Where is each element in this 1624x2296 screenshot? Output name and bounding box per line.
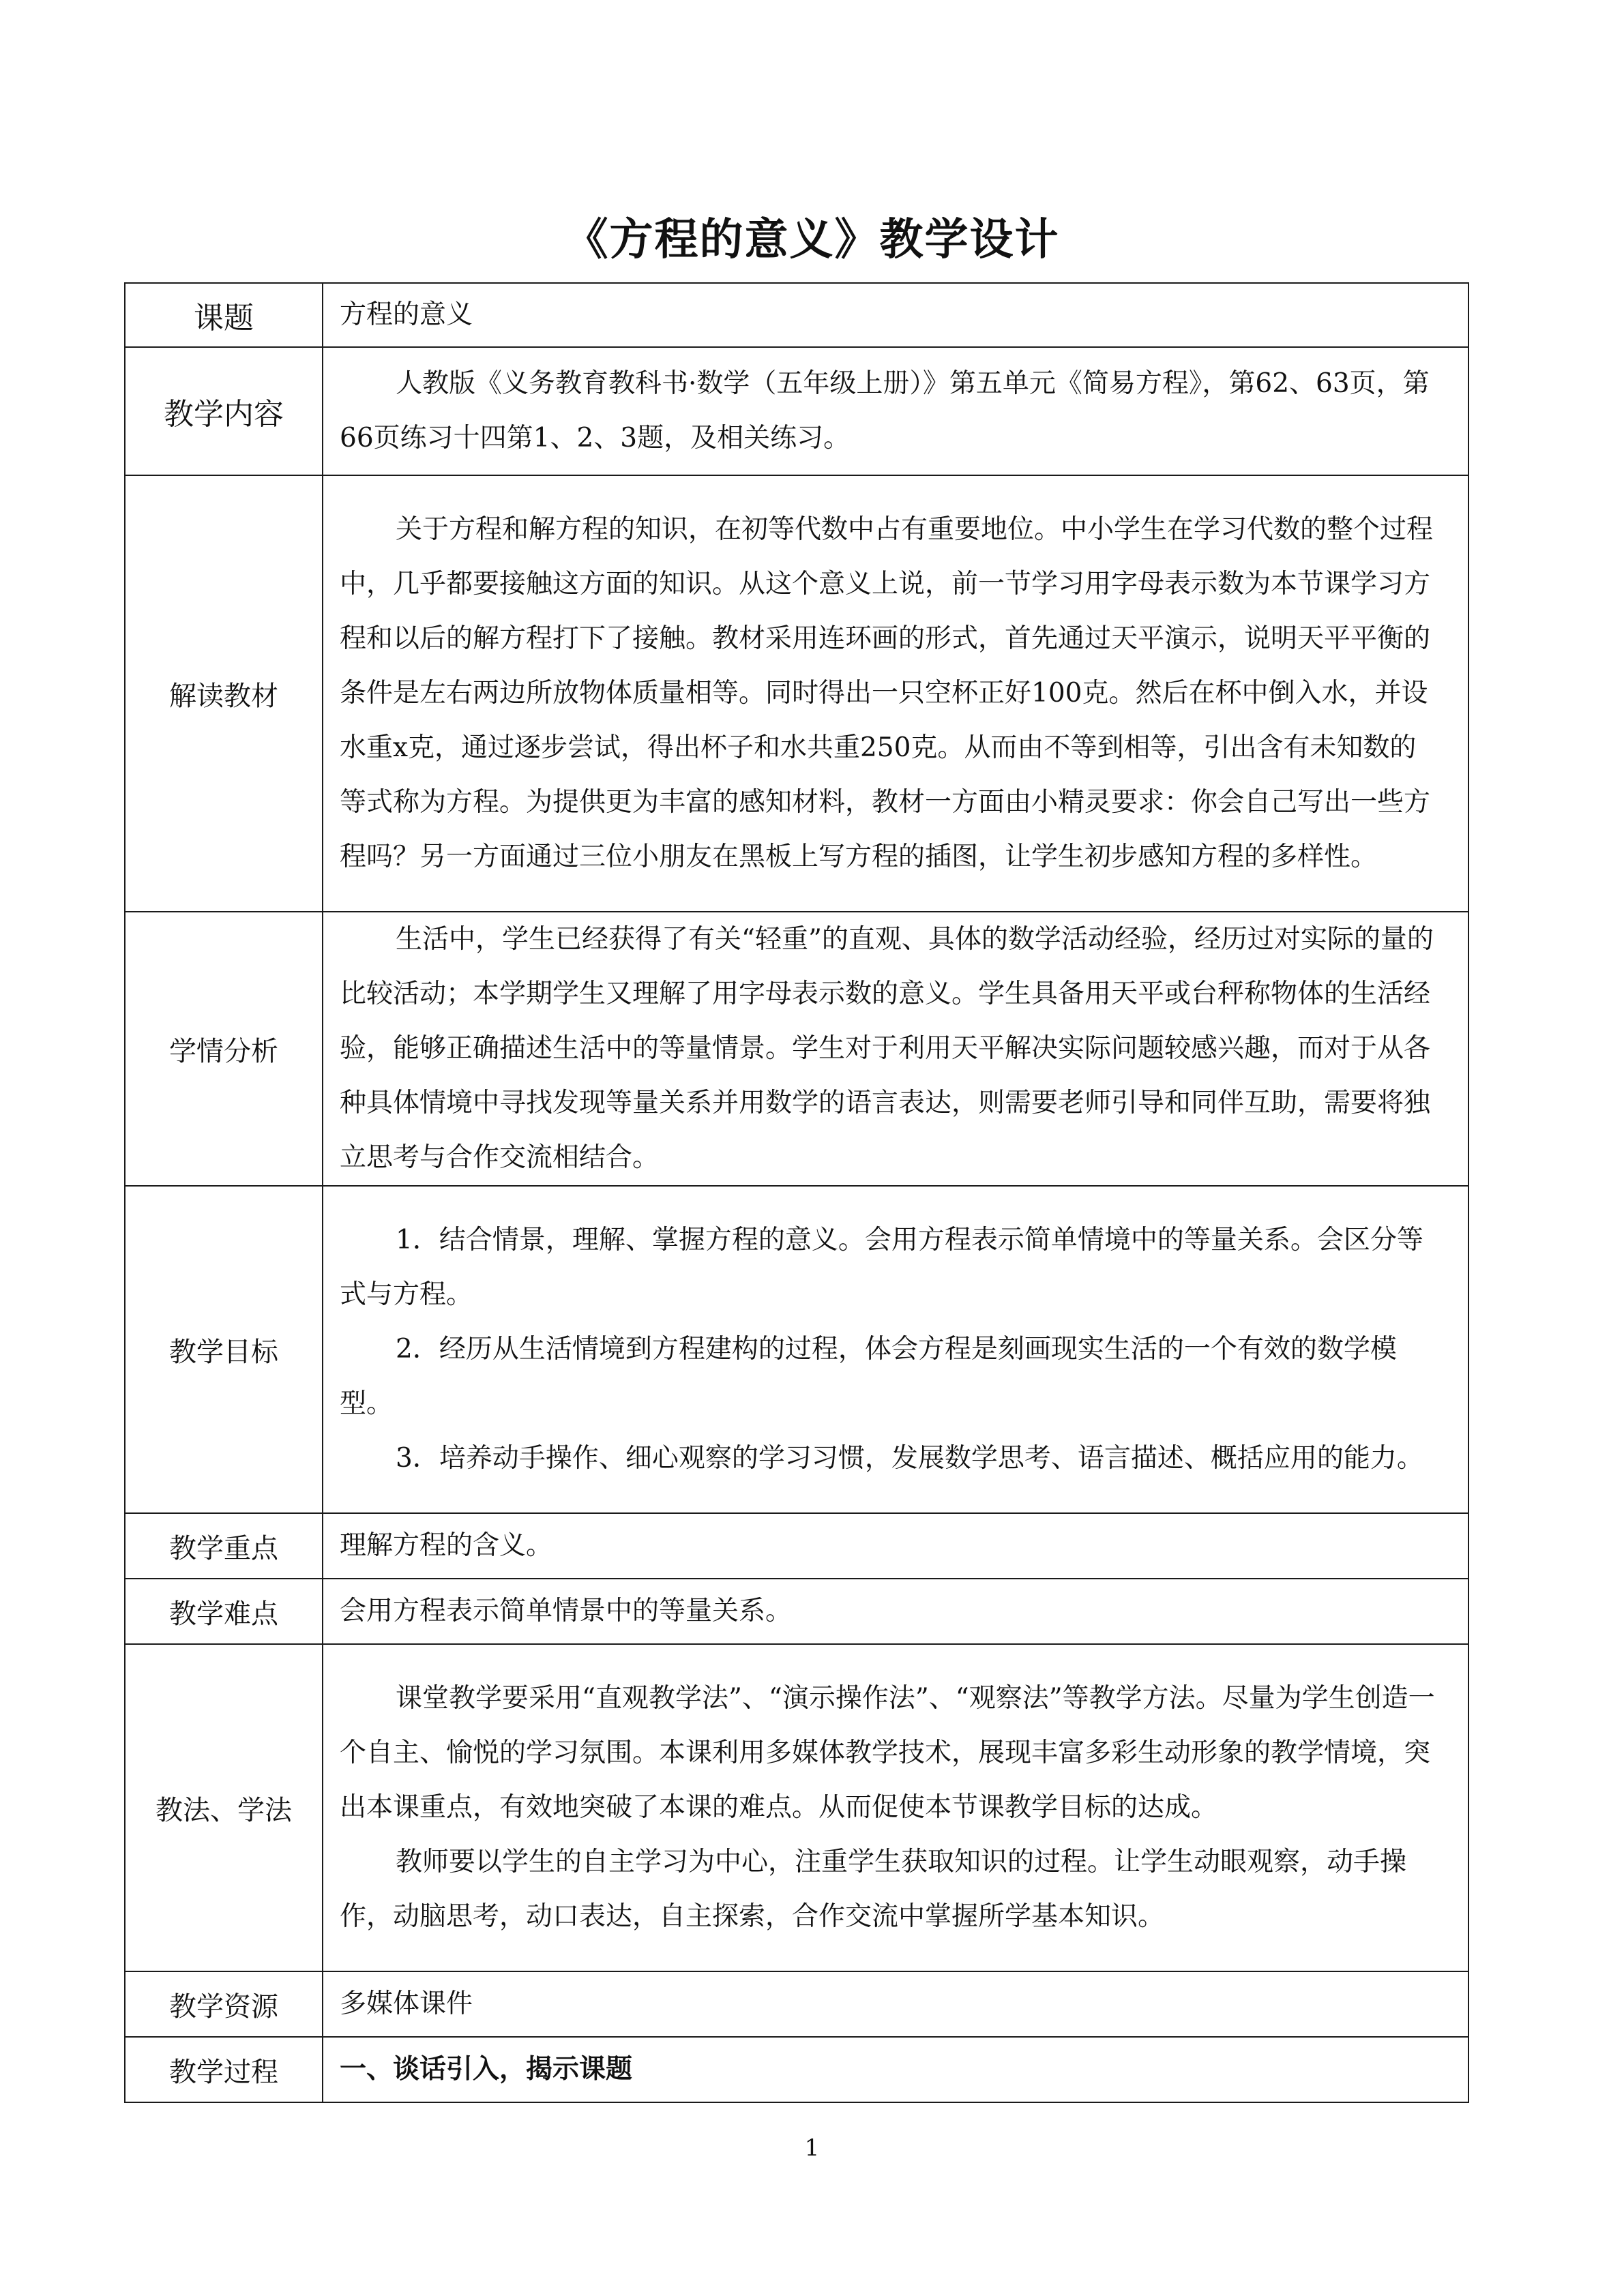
table-row	[125, 283, 1468, 347]
row-content: 方程的意义	[323, 283, 1468, 347]
table-row	[125, 2037, 1468, 2102]
row-content: 理解方程的含义。	[323, 1513, 1468, 1579]
paragraph: 课堂教学要采用“直观教学法”、“演示操作法”、“观察法”等教学方法。尽量为学生创造一个自主、愉悦的学习氛围。本课利用多媒体教学技术，展现丰富多彩生动形象的教学情境，突出本课重点，有效地突破了本课的难点。从而促使本节课教学目标的达成。	[340, 1683, 1435, 1823]
paragraph: 1．结合情景，理解、掌握方程的意义。会用方程表示简单情境中的等量关系。会区分等式与方程。	[340, 1225, 1423, 1310]
row-label: 教法、学法	[125, 1644, 323, 1971]
page-number: 1	[804, 2134, 820, 2162]
row-label: 教学资源	[125, 1971, 323, 2037]
paragraph: 关于方程和解方程的知识，在初等代数中占有重要地位。中小学生在学习代数的整个过程中，几乎都要接触这方面的知识。从这个意义上说，前一节学习用字母表示数为本节课学习方程和以后的解方程打下了接触。教材采用连环画的形式，首先通过天平演示，说明天平平衡的条件是左右两边所放物体质量相等。同时得出一只空杯正好100克。然后在杯中倒入水，并设水重x克，通过逐步尝试，得出杯子和水共重250克。从而由不等到相等，引出含有未知数的等式称为方程。为提供更为丰富的感知材料，教材一方面由小精灵要求：你会自己写出一些方程吗？另一方面通过三位小朋友在黑板上写方程的插图，让学生初步感知方程的多样性。	[340, 514, 1434, 872]
row-content	[323, 347, 1468, 475]
table-row	[125, 1971, 1468, 2037]
row-label: 课题	[125, 283, 323, 347]
paragraph: 人教版《义务教育教科书·数学（五年级上册）》第五单元《简易方程》，第62、63页，第66页练习十四第1、2、3题，及相关练习。	[340, 368, 1430, 453]
section-heading: 一、谈话引入，揭示课题	[323, 2037, 1468, 2102]
lesson-plan-table	[124, 282, 1469, 2103]
row-label: 教学过程	[125, 2037, 323, 2102]
row-label: 学情分析	[125, 912, 323, 1186]
row-label: 教学难点	[125, 1579, 323, 1644]
paragraph: 生活中，学生已经获得了有关“轻重”的直观、具体的数学活动经验，经历过对实际的量的比较活动；本学期学生又理解了用字母表示数的意义。学生具备用天平或台秤称物体的生活经验，能够正确描述生活中的等量情景。学生对于利用天平解决实际问题较感兴趣，而对于从各种具体情境中寻找发现等量关系并用数学的语言表达，则需要老师引导和同伴互助，需要将独立思考与合作交流相结合。	[340, 924, 1434, 1173]
paragraph: 教师要以学生的自主学习为中心，注重学生获取知识的过程。让学生动眼观察，动手操作，动脑思考，动口表达，自主探索，合作交流中掌握所学基本知识。	[340, 1847, 1407, 1932]
row-label: 教学重点	[125, 1513, 323, 1579]
table-row	[125, 1513, 1468, 1579]
table-row	[125, 1644, 1468, 1971]
row-label: 教学内容	[125, 347, 323, 475]
table-row	[125, 1186, 1468, 1513]
row-content	[323, 912, 1468, 1186]
table-row	[125, 475, 1468, 912]
row-content: 多媒体课件	[323, 1971, 1468, 2037]
row-content	[323, 1644, 1468, 1971]
table-row	[125, 347, 1468, 475]
paragraph: 3．培养动手操作、细心观察的学习习惯，发展数学思考、语言描述、概括应用的能力。	[396, 1443, 1423, 1474]
table-row	[125, 912, 1468, 1186]
table-row	[125, 1579, 1468, 1644]
row-content: 会用方程表示简单情景中的等量关系。	[323, 1579, 1468, 1644]
row-content	[323, 1186, 1468, 1513]
row-label: 教学目标	[125, 1186, 323, 1513]
paragraph: 2．经历从生活情境到方程建构的过程，体会方程是刻画现实生活的一个有效的数学模型。	[340, 1334, 1397, 1419]
document-title: 《方程的意义》教学设计	[564, 215, 1060, 265]
row-label: 解读教材	[125, 475, 323, 912]
row-content	[323, 475, 1468, 912]
